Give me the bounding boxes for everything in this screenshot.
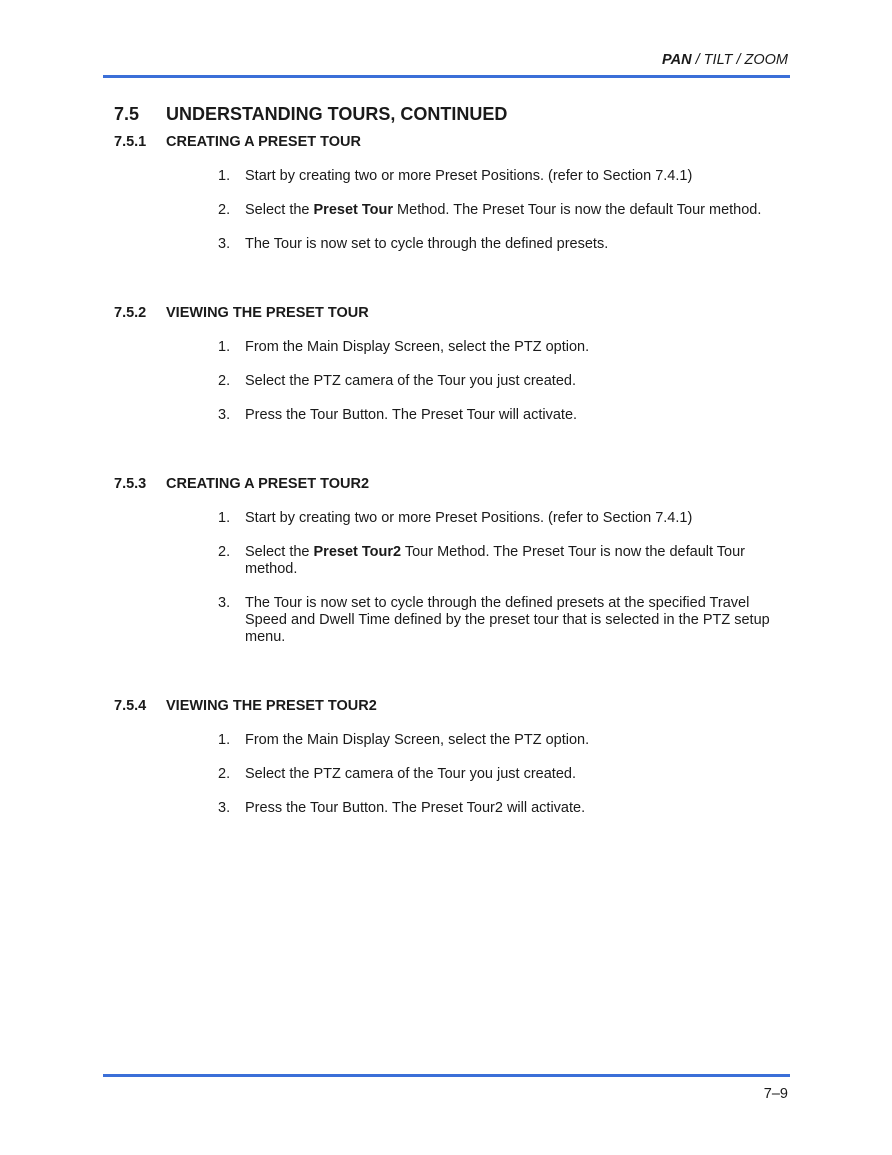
step-text: From the Main Display Screen, select the PTZ option. xyxy=(245,732,590,748)
step-text: From the Main Display Screen, select the PTZ option. xyxy=(245,339,590,355)
subsection-number: 7.5.4 xyxy=(114,698,147,714)
step-number: 1. xyxy=(218,510,231,526)
subsection-number: 7.5.3 xyxy=(114,476,147,492)
step-text: Select the PTZ camera of the Tour you just created. xyxy=(245,766,576,782)
subsection-title: CREATING A PRESET TOUR xyxy=(166,134,361,150)
running-header-rest: / TILT / ZOOM xyxy=(691,52,788,68)
list-item xyxy=(218,202,778,219)
list-item xyxy=(218,595,778,646)
list-item xyxy=(218,544,778,578)
subsection-title: VIEWING THE PRESET TOUR xyxy=(166,305,369,321)
subsection-heading xyxy=(114,134,361,150)
section-heading xyxy=(114,104,507,125)
subsection-heading xyxy=(114,698,377,714)
header-rule xyxy=(103,75,790,78)
step-number: 3. xyxy=(218,236,231,252)
step-number: 3. xyxy=(218,595,231,611)
subsection-heading xyxy=(114,305,369,321)
step-text: Select the Preset Tour2 Tour Method. The Preset Tour is now the default Tour method. xyxy=(245,544,746,577)
running-header xyxy=(662,52,788,68)
subsection-number: 7.5.2 xyxy=(114,305,147,321)
list-item xyxy=(218,407,778,424)
step-text: Press the Tour Button. The Preset Tour2 will activate. xyxy=(245,800,586,816)
list-item xyxy=(218,800,778,817)
page-number: 7–9 xyxy=(763,1086,788,1102)
step-text: The Tour is now set to cycle through the defined presets at the specified Travel Speed and Dwell Time defined by the preset tour that is selected in the PTZ setup menu. xyxy=(245,595,770,645)
step-number: 2. xyxy=(218,766,231,782)
subsection-heading xyxy=(114,476,369,492)
step-text: Select the PTZ camera of the Tour you just created. xyxy=(245,373,576,389)
subsection-title: VIEWING THE PRESET TOUR2 xyxy=(166,698,377,714)
step-text: Select the Preset Tour Method. The Preset Tour is now the default Tour method. xyxy=(245,202,762,218)
step-number: 2. xyxy=(218,202,231,218)
step-text: Start by creating two or more Preset Positions. (refer to Section 7.4.1) xyxy=(245,510,693,526)
step-number: 1. xyxy=(218,339,231,355)
step-number: 1. xyxy=(218,168,231,184)
list-item xyxy=(218,236,778,253)
footer-rule xyxy=(103,1074,790,1077)
section-number: 7.5 xyxy=(114,104,140,124)
list-item xyxy=(218,339,778,356)
step-text: Press the Tour Button. The Preset Tour will activate. xyxy=(245,407,578,423)
step-number: 2. xyxy=(218,544,231,560)
section-title: UNDERSTANDING TOURS, CONTINUED xyxy=(166,104,508,124)
step-text: The Tour is now set to cycle through the defined presets. xyxy=(245,236,609,252)
step-number: 2. xyxy=(218,373,231,389)
step-number: 1. xyxy=(218,732,231,748)
step-number: 3. xyxy=(218,407,231,423)
list-item xyxy=(218,373,778,390)
list-item xyxy=(218,510,778,527)
running-header-bold: PAN xyxy=(662,52,692,68)
step-number: 3. xyxy=(218,800,231,816)
list-item xyxy=(218,766,778,783)
list-item xyxy=(218,168,778,185)
step-text: Start by creating two or more Preset Positions. (refer to Section 7.4.1) xyxy=(245,168,693,184)
subsection-number: 7.5.1 xyxy=(114,134,147,150)
subsection-title: CREATING A PRESET TOUR2 xyxy=(166,476,370,492)
list-item xyxy=(218,732,778,749)
